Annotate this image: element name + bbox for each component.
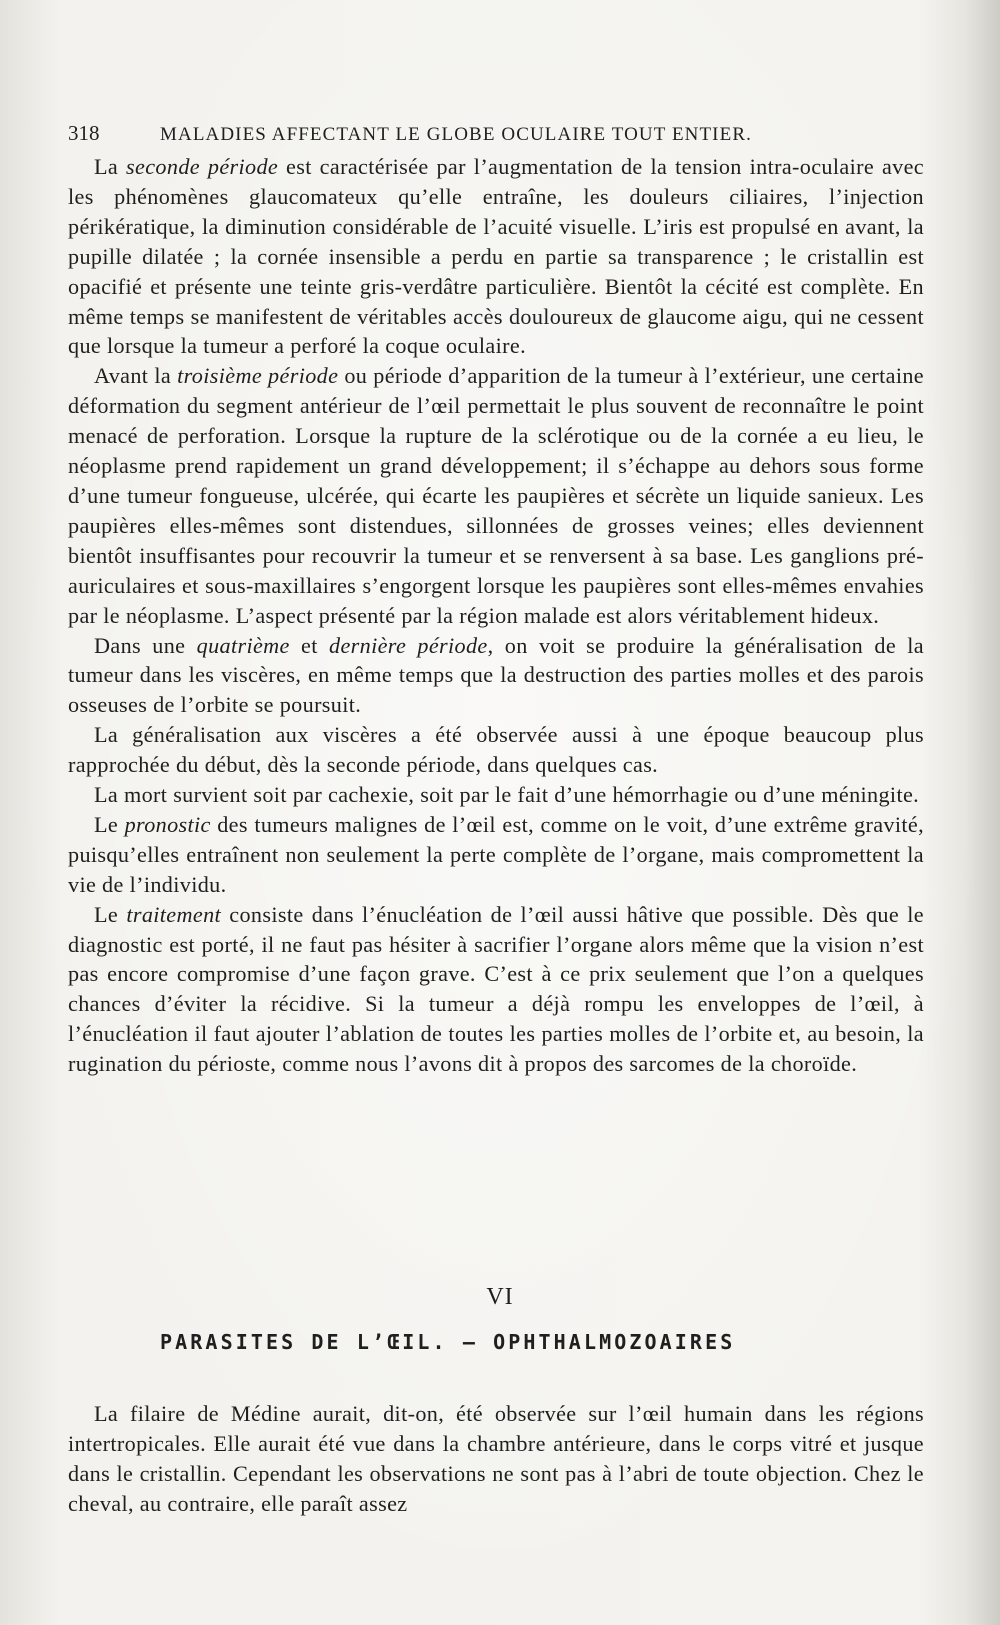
italic-term: troisième période — [177, 363, 339, 389]
running-header — [68, 121, 928, 146]
paragraph-mort: La mort survient soit par cachexie, soit par le fait d’une hémorrhagie ou d’une méningite. — [94, 782, 920, 808]
text-fragment: , on voit se produire la généralisation de la tumeur dans les viscères, en même temps que la destruction des parties molles et des parois osseuses de l’orbite se poursuit. — [68, 632, 925, 718]
italic-term: quatrième — [196, 632, 290, 658]
paragraph-seconde-periode — [68, 152, 924, 361]
text-fragment: ou période d’apparition de la tumeur à l’extérieur, une certaine déformation du segment antérieur de l’œil permettait le plus souvent de reconnaître le point menacé de perforation. Lorsque la rupture de la sclérotique ou de la cornée a eu lieu, le néoplasme prend rapidement un grand développement; il s’échappe au dehors sous forme d’une tumeur fongueuse, ulcérée, qui écarte les paupières et sécrète un liquide sanieux. Les paupières elles-mêmes sont distendues, sillonnées de grosses veines; elles deviennent bientôt insuffisantes pour recouvrir la tumeur et se renversent à sa base. Les ganglions pré-auriculaires et sous-maxillaires s’engorgent lorsque les paupières sont elles-mêmes envahies par le néoplasme. L’aspect présenté par la région malade est alors véritablement hideux. — [68, 363, 924, 628]
section-text — [68, 1399, 924, 1519]
paragraph-generalisation: La généralisation aux viscères a été observée aussi à une époque beaucoup plus rapprochée du début, dès la seconde période, dans quelques cas. — [68, 722, 924, 778]
italic-term: seconde période — [126, 154, 279, 179]
page-number: 318 — [68, 121, 100, 145]
paragraph-troisieme-periode — [68, 361, 924, 630]
text-fragment: Avant la — [94, 363, 178, 389]
italic-term: dernière période — [329, 632, 488, 658]
paragraph-quatrieme-periode — [68, 631, 924, 721]
paragraph-pronostic — [68, 810, 924, 900]
running-title: MALADIES AFFECTANT LE GLOBE OCULAIRE TOUT ENTIER. — [160, 124, 752, 145]
text-fragment: Le — [94, 811, 125, 837]
section-title: PARASITES DE L’ŒIL. — OPHTHALMOZOAIRES — [160, 1330, 736, 1354]
text-fragment: et — [289, 632, 329, 658]
text-fragment: des tumeurs malignes de l’œil est, comme on le voit, d’une extrême gravité, puisqu’elles entraînent non seulement la perte complète de l’organe, mais compromettent la vie de l’individu. — [68, 811, 925, 897]
page-edge-shadow — [964, 0, 1000, 1625]
text-fragment: Le — [94, 901, 127, 927]
italic-term: traitement — [126, 901, 222, 927]
italic-term: pronostic — [124, 811, 211, 837]
main-text — [68, 152, 924, 1079]
paragraph-filaire: La filaire de Médine aurait, dit-on, été observée sur l’œil humain dans les régions intertropicales. Elle aurait été vue dans la chambre antérieure, dans le corps vitré et jusque dans le cristallin. Cependant les observations ne sont pas à l’abri de toute objection. Chez le cheval, au contraire, elle paraît assez — [68, 1401, 924, 1516]
text-fragment: est caractérisée par l’augmentation de la tension intra-oculaire avec les phénomènes glaucomateux qu’elle entraîne, les douleurs ciliaires, l’injection périkératique, la diminution considérable de l’acuité visuelle. L’iris est propulsé en avant, la pupille dilatée ; la cornée insensible a perdu en partie sa transparence ; le cristallin est opacifié et présente une teinte gris-verdâtre particulière. Bientôt la cécité est complète. En même temps se manifestent de véritables accès douloureux de glaucome aigu, qui ne cessent que lorsque la tumeur a perforé la coque oculaire. — [68, 154, 925, 359]
text-fragment: Dans une — [94, 632, 197, 658]
text-fragment: consiste dans l’énucléation de l’œil aussi hâtive que possible. Dès que le diagnostic est porté, il ne faut pas hésiter à sacrifier l’organe alors même que la vision n’est pas encore compromise d’une façon grave. C’est à ce prix seulement que l’on a quelques chances d’éviter la récidive. Si la tumeur a déjà rompu les enveloppes de l’œil, à l’énucléation il faut ajouter l’ablation de toutes les parties molles de l’orbite et, au besoin, la rugination du périoste, comme nous l’avons dit à propos des sarcomes de la choroïde. — [68, 901, 924, 1077]
paragraph-traitement — [68, 900, 924, 1079]
section-number: VI — [486, 1284, 514, 1310]
text-fragment: La — [94, 154, 127, 179]
